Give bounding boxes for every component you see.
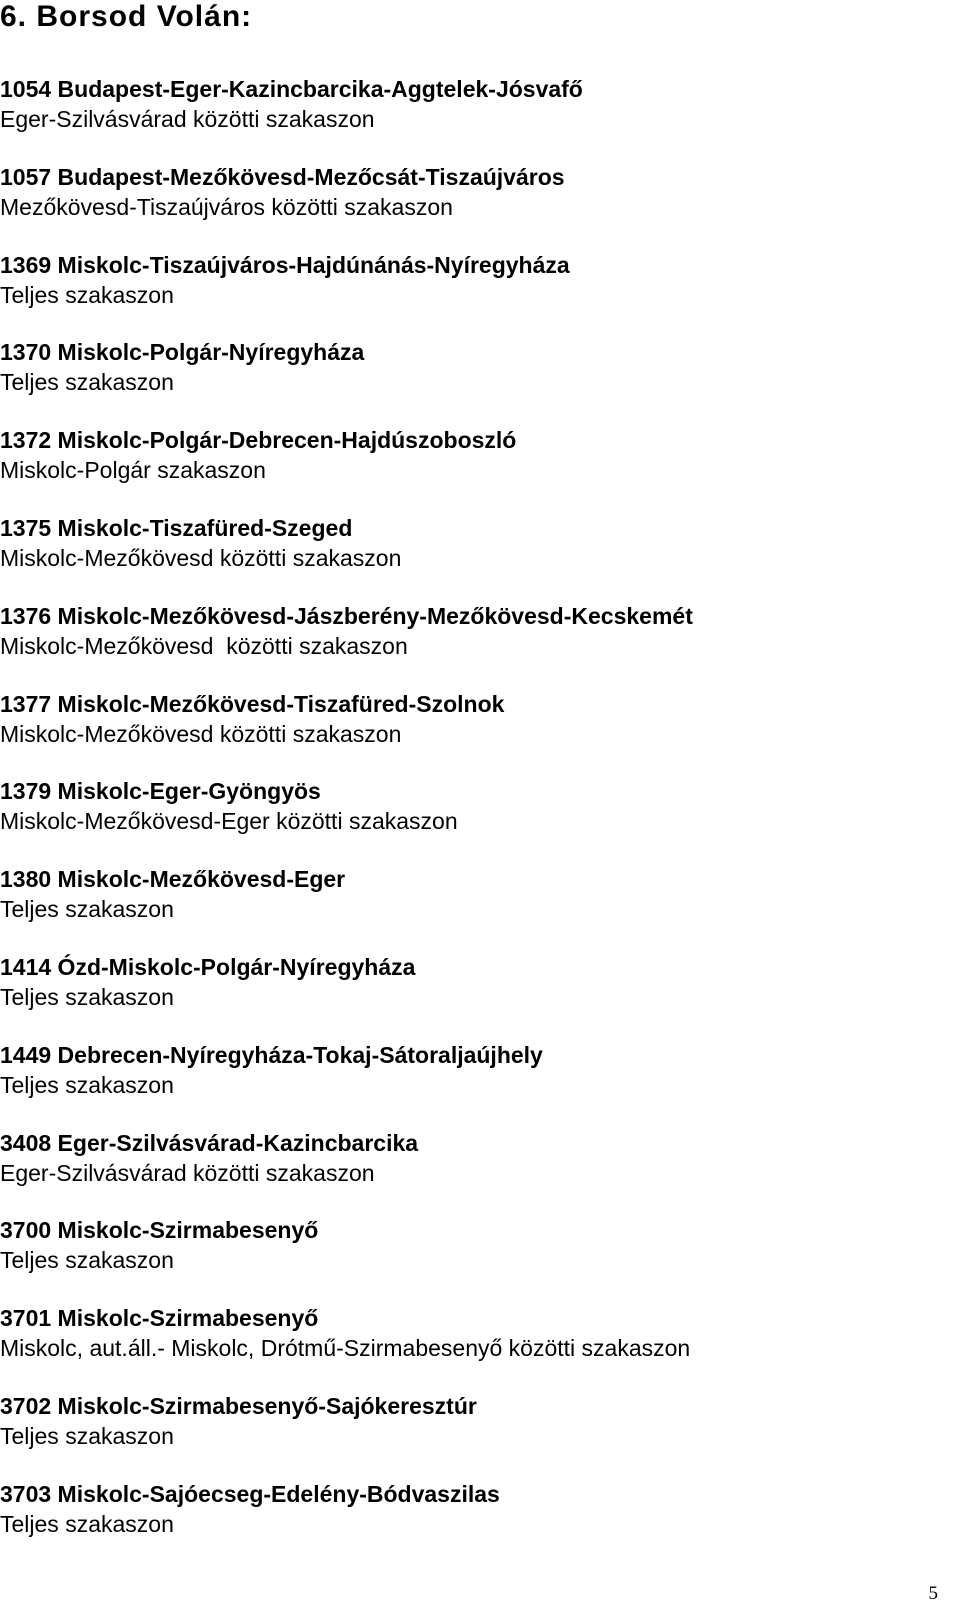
route-section: Miskolc-Mezőkövesd közötti szakaszon xyxy=(0,720,402,747)
route-entry xyxy=(0,864,940,952)
route-section: Miskolc-Mezőkövesd közötti szakaszon xyxy=(0,544,402,571)
route-section: Teljes szakaszon xyxy=(0,281,174,308)
route-section: Teljes szakaszon xyxy=(0,896,174,923)
route-title: 3701 Miskolc-Szirmabesenyő xyxy=(0,1305,319,1332)
route-section: Mezőkövesd-Tiszaújváros közötti szakaszon xyxy=(0,193,453,220)
route-entry xyxy=(0,1391,940,1479)
route-title: 1380 Miskolc-Mezőkövesd-Eger xyxy=(0,866,346,893)
route-title: 3703 Miskolc-Sajóecseg-Edelény-Bódvaszilas xyxy=(0,1480,500,1507)
route-title: 1369 Miskolc-Tiszaújváros-Hajdúnánás-Nyíregyháza xyxy=(0,251,570,278)
route-section: Teljes szakaszon xyxy=(0,1071,174,1098)
route-title: 1376 Miskolc-Mezőkövesd-Jászberény-Mezőkövesd-Kecskemét xyxy=(0,602,693,629)
route-entry xyxy=(0,337,940,425)
route-section: Miskolc-Polgár szakaszon xyxy=(0,457,266,484)
route-section: Eger-Szilvásvárad közötti szakaszon xyxy=(0,1159,375,1186)
route-title: 1054 Budapest-Eger-Kazincbarcika-Aggtelek-Jósvafő xyxy=(0,76,583,102)
route-entry xyxy=(0,689,940,777)
route-entry xyxy=(0,513,940,601)
route-section: Teljes szakaszon xyxy=(0,983,174,1010)
route-title: 1379 Miskolc-Eger-Gyöngyös xyxy=(0,778,321,805)
route-title: 1449 Debrecen-Nyíregyháza-Tokaj-Sátoraljaújhely xyxy=(0,1041,543,1068)
route-section: Teljes szakaszon xyxy=(0,1422,174,1449)
route-entry xyxy=(0,601,940,689)
route-list xyxy=(0,74,940,1567)
route-entry xyxy=(0,1040,940,1128)
route-entry xyxy=(0,1479,940,1567)
route-entry xyxy=(0,1128,940,1216)
route-section: Eger-Szilvásvárad közötti szakaszon xyxy=(0,106,375,132)
route-entry xyxy=(0,1303,940,1391)
route-section: Miskolc-Mezőkövesd-Eger közötti szakaszon xyxy=(0,808,458,835)
route-title: 3702 Miskolc-Szirmabesenyő-Sajókeresztúr xyxy=(0,1392,477,1419)
route-title: 3700 Miskolc-Szirmabesenyő xyxy=(0,1217,319,1244)
route-entry xyxy=(0,952,940,1040)
route-title: 3408 Eger-Szilvásvárad-Kazincbarcika xyxy=(0,1129,419,1156)
route-title: 1414 Ózd-Miskolc-Polgár-Nyíregyháza xyxy=(0,953,416,980)
page-heading: 6. Borsod Volán: xyxy=(0,0,253,33)
route-entry xyxy=(0,250,940,338)
route-entry xyxy=(0,425,940,513)
route-title: 1057 Budapest-Mezőkövesd-Mezőcsát-Tiszaújváros xyxy=(0,163,565,190)
route-entry xyxy=(0,162,940,250)
route-title: 1372 Miskolc-Polgár-Debrecen-Hajdúszoboszló xyxy=(0,427,517,454)
route-title: 1375 Miskolc-Tiszafüred-Szeged xyxy=(0,514,353,541)
route-title: 1370 Miskolc-Polgár-Nyíregyháza xyxy=(0,339,365,366)
route-title: 1377 Miskolc-Mezőkövesd-Tiszafüred-Szolnok xyxy=(0,690,505,717)
route-section: Teljes szakaszon xyxy=(0,1510,174,1537)
route-section: Miskolc, aut.áll.- Miskolc, Drótmű-Szirmabesenyő közötti szakaszon xyxy=(0,1335,691,1362)
route-section: Teljes szakaszon xyxy=(0,1247,174,1274)
route-entry xyxy=(0,776,940,864)
route-entry xyxy=(0,1215,940,1303)
page-number: 5 xyxy=(928,1583,938,1604)
route-entry xyxy=(0,74,940,162)
route-section: Teljes szakaszon xyxy=(0,369,174,396)
route-section: Miskolc-Mezőkövesd közötti szakaszon xyxy=(0,632,408,659)
